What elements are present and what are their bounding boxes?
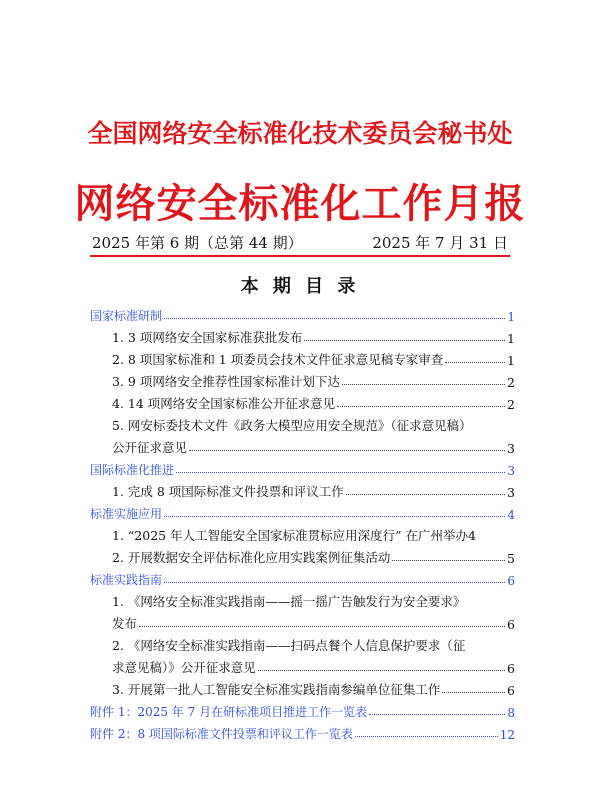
- toc-item: [90, 412, 515, 434]
- toc-item: [90, 632, 515, 654]
- toc-page-number: 1: [507, 353, 515, 368]
- toc-page-number: 1: [507, 331, 515, 346]
- toc-entry-label: 2. 开展数据安全评估标准化应用实践案例征集活动: [112, 550, 391, 565]
- toc-page-number: 4: [507, 508, 515, 522]
- toc-page-number: 6: [507, 574, 515, 588]
- toc-entry-label: 4. 14 项网络安全国家标准公开征求意见: [112, 396, 336, 411]
- organization-name: 全国网络安全标准化技术委员会秘书处: [87, 119, 513, 148]
- toc-section[interactable]: [90, 456, 515, 478]
- toc-entry-label: 1. “2025 年人工智能安全国家标准贯标应用深度行” 在广州举办4: [112, 528, 476, 543]
- toc-item: [90, 610, 515, 632]
- toc-page-number: 12: [499, 728, 515, 742]
- toc-entry-label: 标准实施应用: [90, 507, 163, 521]
- toc-entry-label: 发布: [112, 616, 138, 631]
- toc-item: [90, 434, 515, 456]
- toc-page-number: 3: [507, 464, 515, 478]
- toc-section[interactable]: [90, 302, 515, 324]
- toc-entry-label: 国家标准研制: [90, 309, 163, 323]
- toc-item: [90, 544, 515, 566]
- toc-entry-label: 附件 1：2025 年 7 月在研标准项目推进工作一览表: [90, 705, 368, 719]
- toc-page-number: 2: [507, 397, 515, 412]
- toc-leader-dots: [164, 582, 505, 583]
- issue-date: 2025 年 7 月 31 日: [372, 234, 508, 252]
- toc-leader-dots: [176, 472, 505, 473]
- toc-page-number: 1: [507, 310, 515, 324]
- toc-leader-dots: [304, 340, 505, 341]
- table-of-contents: [90, 302, 515, 742]
- report-title: 网络安全标准化工作月报: [74, 180, 526, 227]
- toc-leader-dots: [164, 318, 505, 319]
- toc-entry-label: 5. 网安标委技术文件《政务大模型应用安全规范》（征求意见稿）: [112, 418, 472, 433]
- toc-page-number: 6: [507, 661, 515, 676]
- toc-page-number: 5: [507, 551, 515, 566]
- toc-attachment[interactable]: [90, 720, 515, 742]
- toc-leader-dots: [139, 626, 505, 627]
- toc-page-number: 2: [507, 375, 515, 390]
- toc-entry-label: 国际标准化推进: [90, 463, 175, 477]
- toc-item: [90, 522, 515, 544]
- toc-entry-label: 3. 9 项网络安全推荐性国家标准计划下达: [112, 374, 340, 389]
- toc-item: [90, 588, 515, 610]
- toc-page-number: 6: [507, 617, 515, 632]
- toc-section[interactable]: [90, 500, 515, 522]
- toc-item: [90, 390, 515, 412]
- toc-leader-dots: [189, 450, 505, 451]
- toc-heading: 本 期 目 录: [240, 276, 360, 297]
- toc-section[interactable]: [90, 566, 515, 588]
- toc-page-number: 3: [507, 485, 515, 500]
- toc-item: [90, 478, 515, 500]
- toc-leader-dots: [442, 692, 505, 693]
- issue-number: 2025 年第 6 期（总第 44 期）: [92, 234, 303, 252]
- toc-entry-label: 标准实践指南: [90, 573, 163, 587]
- toc-leader-dots: [355, 736, 498, 737]
- toc-leader-dots: [342, 384, 505, 385]
- toc-attachment[interactable]: [90, 698, 515, 720]
- toc-entry-label: 求意见稿）》公开征求意见: [112, 660, 256, 675]
- toc-leader-dots: [369, 714, 505, 715]
- toc-leader-dots: [258, 670, 505, 671]
- toc-leader-dots: [337, 406, 505, 407]
- toc-leader-dots: [346, 494, 505, 495]
- toc-leader-dots: [445, 362, 505, 363]
- toc-leader-dots: [392, 560, 505, 561]
- toc-item: [90, 324, 515, 346]
- header-divider: [90, 255, 510, 257]
- toc-entry-label: 附件 2：8 项国际标准文件投票和评议工作一览表: [90, 727, 353, 741]
- toc-page-number: 8: [507, 706, 515, 720]
- toc-entry-label: 3. 开展第一批人工智能安全标准实践指南参编单位征集工作: [112, 682, 441, 697]
- toc-entry-label: 公开征求意见: [112, 440, 188, 455]
- toc-item: [90, 346, 515, 368]
- toc-item: [90, 368, 515, 390]
- toc-entry-label: 1. 《网络安全标准实践指南——摇一摇广告触发行为安全要求》: [112, 594, 466, 609]
- toc-page-number: 6: [507, 683, 515, 698]
- toc-item: [90, 676, 515, 698]
- toc-item: [90, 654, 515, 676]
- toc-entry-label: 2. 8 项国家标准和 1 项委员会技术文件征求意见稿专家审查: [112, 352, 444, 367]
- toc-entry-label: 1. 完成 8 项国际标准文件投票和评议工作: [112, 484, 344, 499]
- toc-page-number: 3: [507, 441, 515, 456]
- toc-entry-label: 1. 3 项网络安全国家标准获批发布: [112, 330, 303, 345]
- toc-entry-label: 2. 《网络安全标准实践指南——扫码点餐个人信息保护要求（征: [112, 638, 466, 653]
- toc-leader-dots: [164, 516, 505, 517]
